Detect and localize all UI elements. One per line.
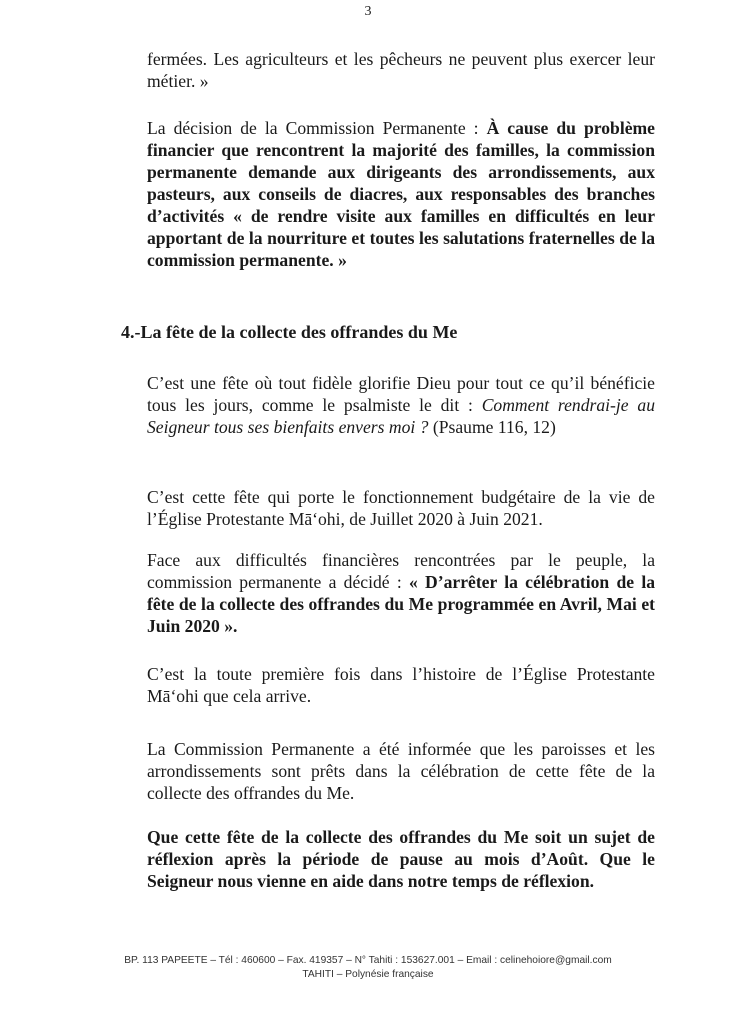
paragraph-decision-stop (147, 549, 655, 637)
paragraph-fete-intro (147, 372, 655, 438)
footer-address: BP. 113 PAPEETE – Tél : 460600 – Fax. 419357 – N° Tahiti : 153627.001 – Email : celinehoiore@gmail.com (124, 955, 612, 966)
footer-location: TAHITI – Polynésie française (302, 969, 434, 980)
psalm-quote: Comment rendrai-je au Seigneur tous ses bienfaits envers moi ? (147, 395, 655, 437)
decision-stop-intro: Face aux difficultés financières rencontrées par le peuple, la commission permanente a décidé : (147, 550, 655, 592)
fete-intro-text: C’est une fête où tout fidèle glorifie Dieu pour tout ce qu’il bénéficie tous les jours, comme le psalmiste le dit : (147, 373, 655, 415)
decision-bold-text: À cause du problème financier que rencontrent la majorité des familles, la commission permanente demande aux dirigeants des arrondissements, aux pasteurs, aux conseils de diacres, aux responsables des branches d’activités « de rendre visite aux familles en difficultés en leur apportant de la nourriture et toutes les salutations fraternelles de la commission permanente. » (147, 118, 655, 270)
paragraph-budget: C’est cette fête qui porte le fonctionnement budgétaire de la vie de l’Église Protestante Mā‘ohi, de Juillet 2020 à Juin 2021. (147, 487, 655, 529)
paragraph-decision (147, 117, 655, 271)
decision-stop-bold: « D’arrêter la célébration de la fête de la collecte des offrandes du Me programmée en Avril, Mai et Juin 2020 ». (147, 572, 655, 636)
section-heading: 4.-La fête de la collecte des offrandes du Me (121, 322, 458, 342)
page-number: 3 (364, 4, 372, 19)
psalm-reference: (Psaume 116, 12) (428, 417, 556, 437)
decision-intro: La décision de la Commission Permanente : (147, 118, 487, 138)
paragraph-continuation: fermées. Les agriculteurs et les pêcheurs ne peuvent plus exercer leur métier. » (147, 49, 655, 91)
paragraph-conclusion: Que cette fête de la collecte des offrandes du Me soit un sujet de réflexion après la période de pause au mois d’Août. Que le Seigneur nous vienne en aide dans notre temps de réflexion. (147, 827, 655, 891)
paragraph-informed: La Commission Permanente a été informée que les paroisses et les arrondissements sont prêts dans la célébration de cette fête de la collecte des offrandes du Me. (147, 739, 655, 803)
paragraph-first-time: C’est la toute première fois dans l’histoire de l’Église Protestante Mā‘ohi que cela arrive. (147, 664, 655, 706)
